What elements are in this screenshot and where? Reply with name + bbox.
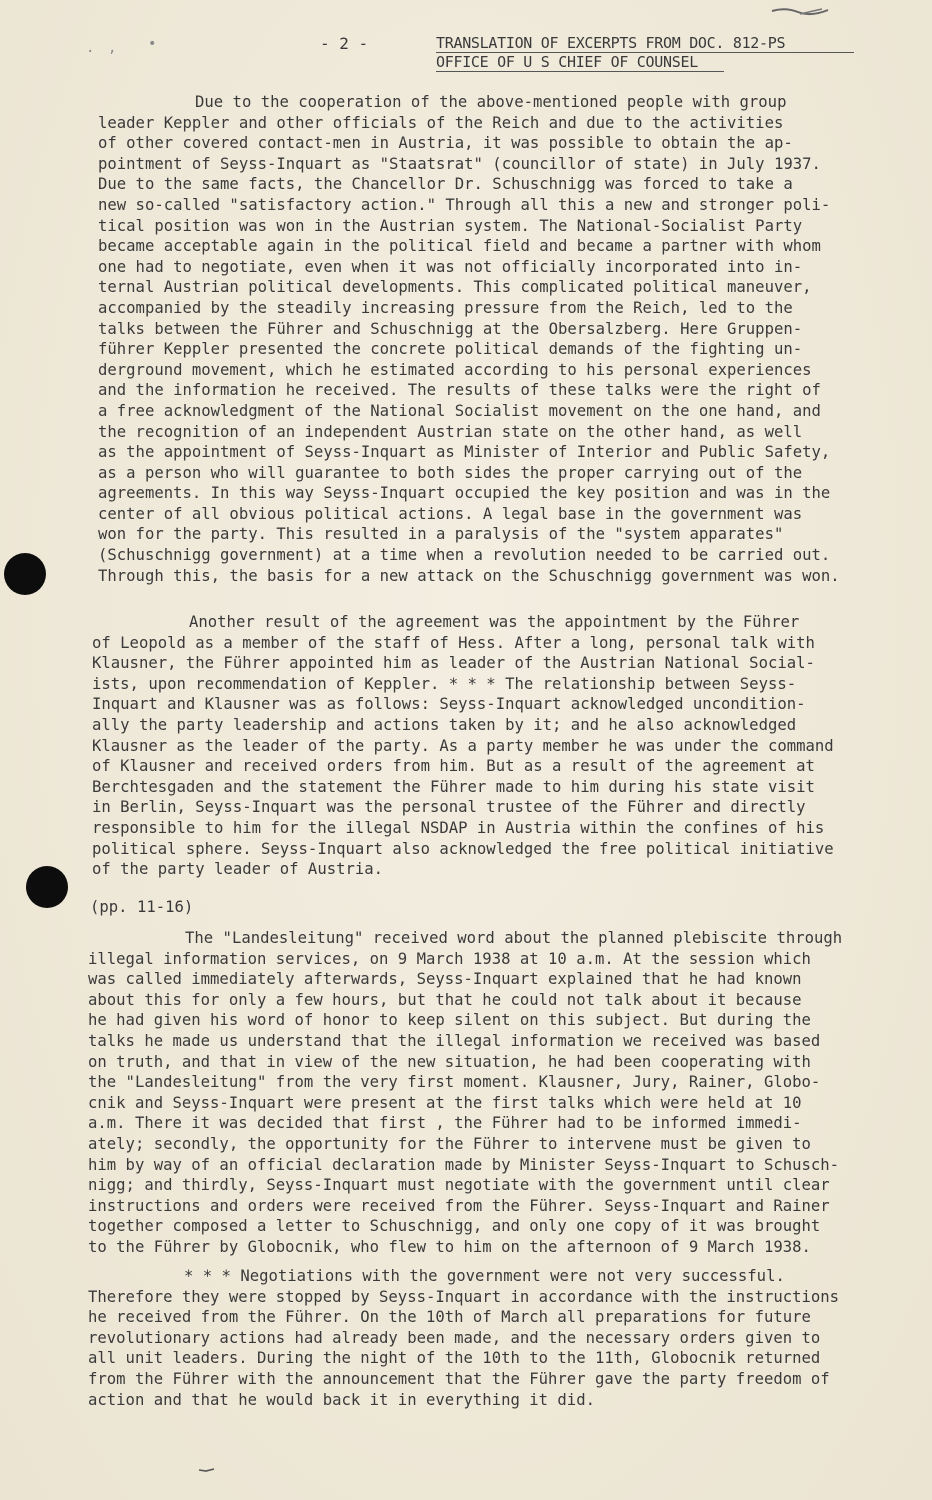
text-line: Inquart and Klausner was as follows: Seyss-Inquart acknowledged uncondition- (92, 695, 806, 714)
text-line: him by way of an official declaration made by Minister Seyss-Inquart to Schusch- (88, 1155, 840, 1174)
text-line: agreements. In this way Seyss-Inquart occupied the key position and was in the (98, 484, 831, 503)
text-line: action and that he would back it in everything it did. (88, 1390, 595, 1409)
text-line: revolutionary actions had already been made, and the necessary orders given to (88, 1328, 821, 1347)
text-line: Through this, the basis for a new attack on the Schuschnigg government was won. (98, 566, 840, 585)
text-line: he received from the Führer. On the 10th of March all preparations for future (88, 1308, 811, 1327)
text-line: talks between the Führer and Schuschnigg at the Obersalzberg. Here Gruppen- (98, 319, 803, 338)
text-line: cnik and Seyss-Inquart were present at the first talks which were held at 10 (88, 1093, 802, 1112)
text-line: ally the party leadership and actions taken by it; and he also acknowledged (92, 715, 797, 734)
text-line: a free acknowledgment of the National Socialist movement on the one hand, and (98, 401, 821, 420)
text-line: führer Keppler presented the concrete political demands of the fighting un- (98, 340, 803, 359)
text-line: Berchtesgaden and the statement the Führer made to him during his state visit (92, 777, 815, 796)
text-line: as the appointment of Seyss-Inquart as Minister of Interior and Public Safety, (98, 443, 831, 462)
text-line: the "Landesleitung" from the very first moment. Klausner, Jury, Rainer, Globo- (88, 1073, 821, 1092)
stray-mark (198, 1466, 216, 1474)
text-line: of other covered contact-men in Austria, it was possible to obtain the ap- (98, 134, 793, 153)
text-line: responsible to him for the illegal NSDAP in Austria within the confines of his (92, 818, 825, 837)
text-line: of the party leader of Austria. (92, 860, 384, 879)
text-line: one had to negotiate, even when it was not officially incorporated into in- (98, 257, 803, 276)
text-line: new so-called "satisfactory action." Through all this a new and stronger poli- (98, 195, 831, 214)
text-line: and the information he received. The results of these talks were the right of (98, 381, 821, 400)
text-line: all unit leaders. During the night of the 10th to the 11th, Globocnik returned (88, 1349, 821, 1368)
text-line: derground movement, which he estimated according to his personal experiences (98, 360, 812, 379)
text-line: ists, upon recommendation of Keppler. * * * The relationship between Seyss- (92, 674, 797, 693)
text-line: Due to the cooperation of the above-mentioned people with group (195, 93, 787, 111)
text-line: * * * Negotiations with the government were not very successful. (184, 1267, 785, 1285)
text-line: The "Landesleitung" received word about the planned plebiscite through (185, 929, 843, 947)
text-line: talks he made us understand that the illegal information we received was based (88, 1031, 821, 1050)
text-line: a.m. There it was decided that first , the Führer had to be informed immedi- (88, 1114, 802, 1133)
text-line: (Schuschnigg government) at a time when a revolution needed to be carried out. (98, 546, 831, 565)
text-line: ately; secondly, the opportunity for the Führer to intervene must be given to (88, 1134, 811, 1153)
text-line: the recognition of an independent Austrian state on the other hand, as well (98, 422, 803, 441)
text-line: was called immediately afterwards, Seyss-Inquart explained that he had known (88, 970, 802, 989)
text-line: about this for only a few hours, but that he could not talk about it because (88, 990, 802, 1009)
text-line: Therefore they were stopped by Seyss-Inquart in accordance with the instructions (88, 1287, 840, 1306)
pen-scratch-mark (770, 6, 832, 16)
text-line: leader Keppler and other officials of the Reich and due to the activities (98, 113, 784, 132)
text-line: Klausner, the Führer appointed him as leader of the Austrian National Social- (92, 654, 815, 673)
text-line: together composed a letter to Schuschnigg, and only one copy of it was brought (88, 1217, 821, 1236)
text-line: nigg; and thirdly, Seyss-Inquart must negotiate with the government until clear (88, 1176, 830, 1195)
text-line: tical position was won in the Austrian system. The National-Socialist Party (98, 216, 803, 235)
stray-mark: • (148, 36, 157, 52)
text-line: political sphere. Seyss-Inquart also acknowledged the free political initiative (92, 839, 834, 858)
header-title-line1: TRANSLATION OF EXCERPTS FROM DOC. 812-PS (436, 34, 786, 52)
text-line: to the Führer by Globocnik, who flew to him on the afternoon of 9 March 1938. (88, 1237, 811, 1256)
text-line: of Leopold as a member of the staff of Hess. After a long, personal talk with (92, 633, 815, 652)
text-line: in Berlin, Seyss-Inquart was the personal trustee of the Führer and directly (92, 798, 806, 817)
paragraph (98, 92, 850, 586)
text-line: instructions and orders were received from the Führer. Seyss-Inquart and Rainer (88, 1196, 830, 1215)
page-number: - 2 - (320, 34, 369, 53)
header-underline (436, 71, 724, 72)
page-reference: (pp. 11-16) (90, 898, 194, 916)
text-line: of Klausner and received orders from him. But as a result of the agreement at (92, 757, 815, 776)
text-line: Another result of the agreement was the appointment by the Führer (189, 613, 800, 631)
text-line: on truth, and that in view of the new situation, he had been cooperating with (88, 1052, 811, 1071)
stray-mark: , (108, 40, 117, 56)
text-line: won for the party. This resulted in a paralysis of the "system apparates" (98, 525, 784, 544)
punch-hole (26, 866, 68, 908)
text-line: became acceptable again in the political field and became a partner with whom (98, 237, 821, 256)
header-title-line2: OFFICE OF U S CHIEF OF COUNSEL (436, 53, 698, 71)
paragraph (88, 928, 858, 1258)
text-line: accompanied by the steadily increasing pressure from the Reich, led to the (98, 298, 793, 317)
text-line: ternal Austrian political developments. This complicated political maneuver, (98, 278, 812, 297)
text-line: pointment of Seyss-Inquart as "Staatsrat" (councillor of state) in July 1937. (98, 154, 821, 173)
paragraph (92, 612, 852, 880)
text-line: center of all obvious political actions. A legal base in the government was (98, 504, 803, 523)
text-line: Due to the same facts, the Chancellor Dr. Schuschnigg was forced to take a (98, 175, 793, 194)
text-line: as a person who will guarantee to both sides the proper carrying out of the (98, 463, 803, 482)
text-line: Klausner as the leader of the party. As a party member he was under the command (92, 736, 834, 755)
paragraph (88, 1266, 856, 1410)
punch-hole (4, 553, 46, 595)
text-line: illegal information services, on 9 March 1938 at 10 a.m. At the session which (88, 949, 811, 968)
text-line: from the Führer with the announcement that the Führer gave the party freedom of (88, 1369, 830, 1388)
text-line: he had given his word of honor to keep silent on this subject. But during the (88, 1011, 811, 1030)
stray-mark: . (86, 40, 95, 56)
